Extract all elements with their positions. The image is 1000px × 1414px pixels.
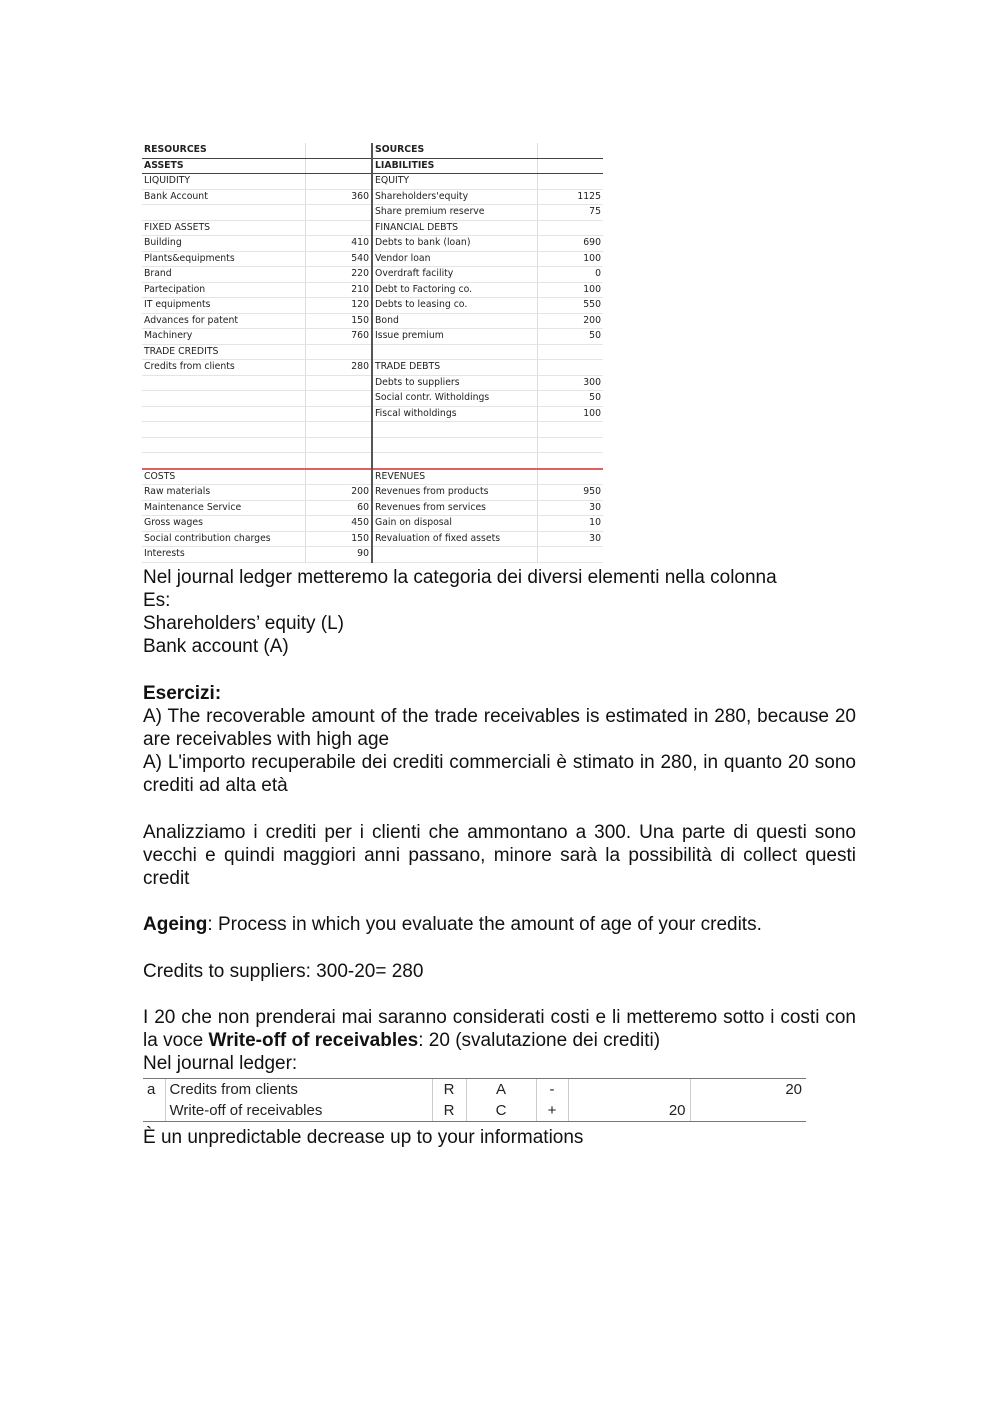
balance-sheet-row bbox=[142, 158, 603, 174]
balance-sheet-cell bbox=[305, 469, 372, 485]
journal-cell-sign: - bbox=[536, 1079, 568, 1101]
balance-sheet-cell: 410 bbox=[305, 236, 372, 252]
intro-block bbox=[143, 566, 856, 658]
journal-cell-debit bbox=[568, 1079, 690, 1101]
balance-sheet-cell bbox=[537, 158, 603, 174]
balance-sheet-cell bbox=[537, 143, 603, 158]
intro-line-2: Es: bbox=[143, 590, 171, 611]
balance-sheet-cell: FIXED ASSETS bbox=[142, 220, 305, 236]
balance-sheet-row bbox=[142, 267, 603, 283]
balance-sheet-cell: 220 bbox=[305, 267, 372, 283]
balance-sheet-cell bbox=[142, 391, 305, 407]
balance-sheet-cell: Maintenance Service bbox=[142, 500, 305, 516]
balance-sheet-cell: Partecipation bbox=[142, 282, 305, 298]
balance-sheet-cell: ASSETS bbox=[142, 158, 305, 174]
ageing-term: Ageing bbox=[143, 914, 208, 935]
balance-sheet-cell bbox=[372, 453, 537, 469]
balance-sheet-cell: Gross wages bbox=[142, 516, 305, 532]
balance-sheet-cell: 60 bbox=[305, 500, 372, 516]
balance-sheet-row bbox=[142, 220, 603, 236]
balance-sheet-cell bbox=[142, 406, 305, 422]
balance-sheet-cell: 200 bbox=[537, 313, 603, 329]
balance-sheet-cell: 300 bbox=[537, 375, 603, 391]
balance-sheet-cell bbox=[142, 375, 305, 391]
balance-sheet-cell: 75 bbox=[537, 205, 603, 221]
balance-sheet-cell: Credits from clients bbox=[142, 360, 305, 376]
balance-sheet-cell: SOURCES bbox=[372, 143, 537, 158]
balance-sheet-cell bbox=[537, 453, 603, 469]
balance-sheet-cell bbox=[305, 174, 372, 190]
balance-sheet-row bbox=[142, 422, 603, 438]
journal-cell-letter bbox=[143, 1100, 165, 1122]
balance-sheet-cell: Vendor loan bbox=[372, 251, 537, 267]
balance-sheet-cell: 100 bbox=[537, 282, 603, 298]
ageing-text: : Process in which you evaluate the amount of age of your credits. bbox=[207, 914, 762, 935]
balance-sheet-cell: Share premium reserve bbox=[372, 205, 537, 221]
balance-sheet-cell: 360 bbox=[305, 189, 372, 205]
writeoff-paragraph bbox=[143, 1006, 856, 1052]
balance-sheet-cell: Revenues from products bbox=[372, 485, 537, 501]
journal-cell-account: Credits from clients bbox=[165, 1079, 432, 1101]
journal-cell-category: C bbox=[466, 1100, 536, 1122]
writeoff-term: Write-off of receivables bbox=[208, 1030, 419, 1051]
balance-sheet-cell: Social contr. Witholdings bbox=[372, 391, 537, 407]
balance-sheet-cell: COSTS bbox=[142, 469, 305, 485]
balance-sheet-cell: 90 bbox=[305, 547, 372, 563]
balance-sheet-cell: Debts to leasing co. bbox=[372, 298, 537, 314]
balance-sheet-row bbox=[142, 189, 603, 205]
balance-sheet-row bbox=[142, 453, 603, 469]
balance-sheet-cell bbox=[142, 437, 305, 453]
balance-sheet-cell bbox=[537, 469, 603, 485]
balance-sheet-cell: LIABILITIES bbox=[372, 158, 537, 174]
balance-sheet-cell: Issue premium bbox=[372, 329, 537, 345]
balance-sheet-cell bbox=[305, 437, 372, 453]
balance-sheet-cell: 550 bbox=[537, 298, 603, 314]
balance-sheet-cell: 210 bbox=[305, 282, 372, 298]
balance-sheet-row bbox=[142, 251, 603, 267]
balance-sheet-cell: Social contribution charges bbox=[142, 531, 305, 547]
balance-sheet-row bbox=[142, 298, 603, 314]
intro-line-3: Shareholders’ equity (L) bbox=[143, 613, 345, 634]
balance-sheet-row bbox=[142, 531, 603, 547]
balance-sheet-cell: Debt to Factoring co. bbox=[372, 282, 537, 298]
balance-sheet-cell bbox=[305, 375, 372, 391]
balance-sheet-cell bbox=[142, 453, 305, 469]
balance-sheet-row bbox=[142, 485, 603, 501]
journal-cell-type: R bbox=[432, 1100, 466, 1122]
journal-ledger-image bbox=[143, 1078, 806, 1122]
balance-sheet-cell bbox=[305, 158, 372, 174]
intro-line-1: Nel journal ledger metteremo la categoria dei diversi elementi nella colonna bbox=[143, 567, 777, 588]
balance-sheet-row bbox=[142, 360, 603, 376]
balance-sheet-cell: IT equipments bbox=[142, 298, 305, 314]
balance-sheet-cell: 150 bbox=[305, 313, 372, 329]
balance-sheet-cell bbox=[142, 205, 305, 221]
balance-sheet-cell: Brand bbox=[142, 267, 305, 283]
balance-sheet-cell: TRADE DEBTS bbox=[372, 360, 537, 376]
intro-line-4: Bank account (A) bbox=[143, 636, 289, 657]
balance-sheet-cell: 1125 bbox=[537, 189, 603, 205]
balance-sheet-image bbox=[142, 143, 603, 560]
balance-sheet-cell bbox=[537, 437, 603, 453]
balance-sheet-cell bbox=[305, 422, 372, 438]
exercise-a-italian: A) L'importo recuperabile dei crediti commerciali è stimato in 280, in quanto 20 sono crediti ad alta età bbox=[143, 752, 856, 796]
balance-sheet-row bbox=[142, 406, 603, 422]
balance-sheet-cell bbox=[142, 422, 305, 438]
balance-sheet-cell: LIQUIDITY bbox=[142, 174, 305, 190]
balance-sheet-cell: EQUITY bbox=[372, 174, 537, 190]
balance-sheet-cell bbox=[537, 547, 603, 563]
journal-cell-credit: 20 bbox=[690, 1079, 806, 1101]
balance-sheet-cell: Revaluation of fixed assets bbox=[372, 531, 537, 547]
balance-sheet-row bbox=[142, 313, 603, 329]
balance-sheet-cell: Gain on disposal bbox=[372, 516, 537, 532]
balance-sheet-cell: Overdraft facility bbox=[372, 267, 537, 283]
balance-sheet-cell: 50 bbox=[537, 329, 603, 345]
journal-cell-sign: + bbox=[536, 1100, 568, 1122]
balance-sheet-cell bbox=[372, 344, 537, 360]
balance-sheet-row bbox=[142, 143, 603, 158]
balance-sheet-cell: Revenues from services bbox=[372, 500, 537, 516]
balance-sheet-cell bbox=[305, 453, 372, 469]
balance-sheet-cell: 280 bbox=[305, 360, 372, 376]
balance-sheet-table bbox=[142, 143, 603, 563]
balance-sheet-cell bbox=[305, 406, 372, 422]
balance-sheet-row bbox=[142, 329, 603, 345]
ageing-definition bbox=[143, 913, 856, 936]
balance-sheet-cell: 30 bbox=[537, 500, 603, 516]
balance-sheet-cell: Machinery bbox=[142, 329, 305, 345]
balance-sheet-cell: Bank Account bbox=[142, 189, 305, 205]
balance-sheet-cell: 100 bbox=[537, 406, 603, 422]
balance-sheet-cell: 10 bbox=[537, 516, 603, 532]
balance-sheet-row bbox=[142, 437, 603, 453]
balance-sheet-row bbox=[142, 516, 603, 532]
balance-sheet-cell: TRADE CREDITS bbox=[142, 344, 305, 360]
balance-sheet-row bbox=[142, 282, 603, 298]
balance-sheet-cell: RESOURCES bbox=[142, 143, 305, 158]
journal-cell-credit bbox=[690, 1100, 806, 1122]
balance-sheet-cell: REVENUES bbox=[372, 469, 537, 485]
balance-sheet-cell bbox=[305, 391, 372, 407]
balance-sheet-cell bbox=[537, 344, 603, 360]
journal-cell-debit: 20 bbox=[568, 1100, 690, 1122]
balance-sheet-cell bbox=[372, 547, 537, 563]
balance-sheet-cell: 0 bbox=[537, 267, 603, 283]
balance-sheet-cell: 120 bbox=[305, 298, 372, 314]
balance-sheet-cell: 950 bbox=[537, 485, 603, 501]
exercises-heading bbox=[143, 682, 856, 705]
closing-line: È un unpredictable decrease up to your informations bbox=[143, 1127, 584, 1148]
balance-sheet-cell bbox=[537, 422, 603, 438]
balance-sheet-cell: 450 bbox=[305, 516, 372, 532]
balance-sheet-row bbox=[142, 547, 603, 563]
balance-sheet-cell bbox=[305, 344, 372, 360]
exercises-heading-text: Esercizi: bbox=[143, 683, 222, 704]
balance-sheet-cell: FINANCIAL DEBTS bbox=[372, 220, 537, 236]
analysis-paragraph: Analizziamo i crediti per i clienti che ammontano a 300. Una parte di questi sono vecchi e quindi maggiori anni passano, minore sarà la possibilità di collect questi credit bbox=[143, 822, 856, 889]
balance-sheet-row bbox=[142, 344, 603, 360]
balance-sheet-cell bbox=[305, 220, 372, 236]
balance-sheet-row bbox=[142, 391, 603, 407]
balance-sheet-cell: Debts to suppliers bbox=[372, 375, 537, 391]
balance-sheet-cell: Interests bbox=[142, 547, 305, 563]
balance-sheet-cell: 150 bbox=[305, 531, 372, 547]
balance-sheet-row bbox=[142, 236, 603, 252]
balance-sheet-row bbox=[142, 174, 603, 190]
balance-sheet-cell: Debts to bank (loan) bbox=[372, 236, 537, 252]
balance-sheet-cell bbox=[372, 422, 537, 438]
balance-sheet-cell: Fiscal witholdings bbox=[372, 406, 537, 422]
balance-sheet-cell: Building bbox=[142, 236, 305, 252]
credits-calculation: Credits to suppliers: 300-20= 280 bbox=[143, 961, 424, 982]
balance-sheet-row bbox=[142, 469, 603, 485]
writeoff-text-post: : 20 (svalutazione dei crediti) bbox=[418, 1030, 661, 1051]
balance-sheet-cell bbox=[372, 437, 537, 453]
journal-row bbox=[143, 1100, 806, 1122]
balance-sheet-cell bbox=[537, 174, 603, 190]
balance-sheet-cell bbox=[537, 220, 603, 236]
balance-sheet-cell bbox=[305, 205, 372, 221]
balance-sheet-cell: Raw materials bbox=[142, 485, 305, 501]
journal-cell-account: Write-off of receivables bbox=[165, 1100, 432, 1122]
balance-sheet-row bbox=[142, 205, 603, 221]
writeoff-text-pre: I 20 che non prenderai mai saranno considerati costi e li metteremo sotto i costi con la voce bbox=[143, 1007, 856, 1051]
journal-ledger-table bbox=[143, 1078, 806, 1122]
balance-sheet-cell: Bond bbox=[372, 313, 537, 329]
journal-intro: Nel journal ledger: bbox=[143, 1053, 298, 1074]
balance-sheet-row bbox=[142, 500, 603, 516]
balance-sheet-cell: 50 bbox=[537, 391, 603, 407]
balance-sheet-cell: 690 bbox=[537, 236, 603, 252]
journal-cell-category: A bbox=[466, 1079, 536, 1101]
balance-sheet-cell: 200 bbox=[305, 485, 372, 501]
balance-sheet-cell: Shareholders'equity bbox=[372, 189, 537, 205]
balance-sheet-cell: 760 bbox=[305, 329, 372, 345]
journal-row bbox=[143, 1079, 806, 1101]
balance-sheet-cell: 30 bbox=[537, 531, 603, 547]
balance-sheet-cell: Advances for patent bbox=[142, 313, 305, 329]
balance-sheet-row bbox=[142, 375, 603, 391]
journal-cell-letter: a bbox=[143, 1079, 165, 1101]
journal-cell-type: R bbox=[432, 1079, 466, 1101]
exercise-a-english: A) The recoverable amount of the trade receivables is estimated in 280, because 20 are receivables with high age bbox=[143, 706, 856, 750]
balance-sheet-cell bbox=[537, 360, 603, 376]
balance-sheet-cell: 100 bbox=[537, 251, 603, 267]
balance-sheet-cell: 540 bbox=[305, 251, 372, 267]
balance-sheet-cell bbox=[305, 143, 372, 158]
balance-sheet-cell: Plants&equipments bbox=[142, 251, 305, 267]
